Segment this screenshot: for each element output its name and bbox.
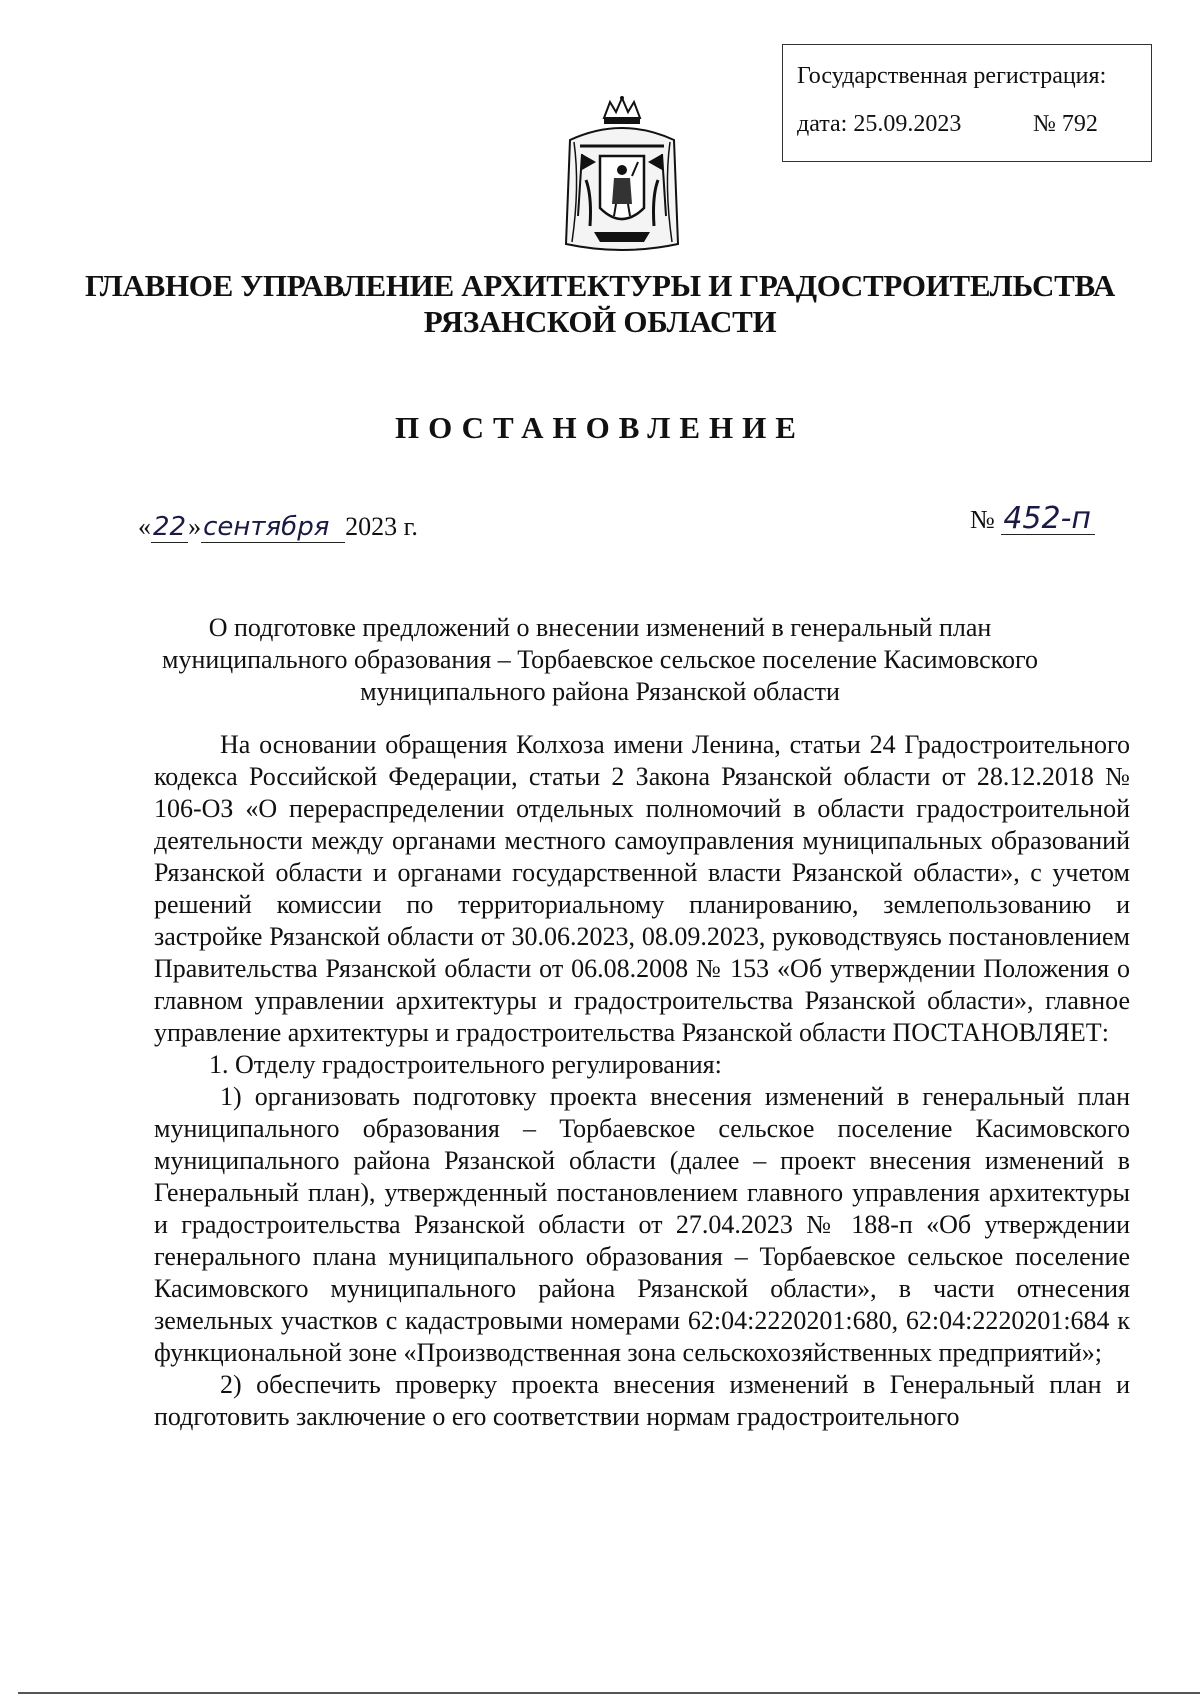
page-bottom-edge: [18, 1692, 1200, 1694]
document-date: [138, 512, 418, 543]
registration-number: № 792: [1033, 111, 1098, 137]
number-prefix: №: [970, 505, 995, 534]
organization-name-line2: РЯЗАНСКОЙ ОБЛАСТИ: [423, 304, 777, 339]
coat-of-arms-icon: [560, 96, 684, 258]
date-month: сентября: [201, 512, 345, 543]
body-item-1-1: 1) организовать подготовку проекта внесения изменений в генеральный план муниципального образования – Торбаевское сельское поселение Касимовского муниципального района Рязанской области (далее – проект внесения изменений в Генеральный план), утвержденный постановлением главного управления архитектуры и градостроительства Рязанской области от 27.04.2023 № 188-п «Об утверждении генерального плана муниципального образования – Торбаевское сельское поселение Касимовского муниципального района Рязанской области», в части отнесения земельных участков с кадастровыми номерами 62:04:2220201:680, 62:04:2220201:684 к функциональной зоне «Производственная зона сельскохозяйственных предприятий»;: [154, 1082, 1130, 1367]
subject-line3: муниципального района Рязанской области: [360, 677, 840, 706]
registration-title: Государственная регистрация:: [797, 63, 1107, 89]
document-subject: [150, 612, 1050, 708]
body-preamble: На основании обращения Колхоза имени Ленина, статьи 24 Градостроительного кодекса Российской Федерации, статьи 2 Закона Рязанской области от 28.12.2018 № 106-ОЗ «О перераспределении отдельных полномочий в области градостроительной деятельности между органами местного самоуправления муниципальных образований Рязанской области и органами государственной власти Рязанской области», с учетом решений комиссии по территориальному планированию, землепользованию и застройке Рязанской области от 30.06.2023, 08.09.2023, руководствуясь постановлением Правительства Рязанской области от 06.08.2008 № 153 «Об утверждении Положения о главном управлении архитектуры и градостроительства Рязанской области», главное управление архитектуры и градостроительства Рязанской области ПОСТАНОВЛЯЕТ:: [154, 730, 1130, 1047]
body-item-1: 1. Отделу градостроительного регулирования:: [209, 1050, 722, 1079]
document-type: ПОСТАНОВЛЕНИЕ: [395, 410, 805, 445]
subject-line1: О подготовке предложений о внесении изменений в генеральный план: [208, 613, 992, 642]
organization-name-line1: ГЛАВНОЕ УПРАВЛЕНИЕ АРХИТЕКТУРЫ И ГРАДОСТРОИТЕЛЬСТВА: [84, 268, 1115, 303]
registration-date: дата: 25.09.2023: [797, 111, 962, 137]
date-open-quote: «: [138, 512, 151, 541]
document-body: [154, 729, 1130, 1433]
date-year: 2023 г.: [345, 512, 418, 541]
subject-line2: муниципального образования – Торбаевское сельское поселение Касимовского: [162, 645, 1038, 674]
registration-stamp: [782, 44, 1152, 162]
body-item-1-2: 2) обеспечить проверку проекта внесения изменений в Генеральный план и подготовить заключение о его соответствии нормам градостроительного: [154, 1370, 1130, 1431]
document-number: [970, 501, 1095, 536]
organization-name: [60, 268, 1140, 340]
number-value: 452-п: [1001, 504, 1095, 535]
date-close-quote: »: [188, 512, 202, 541]
date-day: 22: [153, 512, 187, 542]
